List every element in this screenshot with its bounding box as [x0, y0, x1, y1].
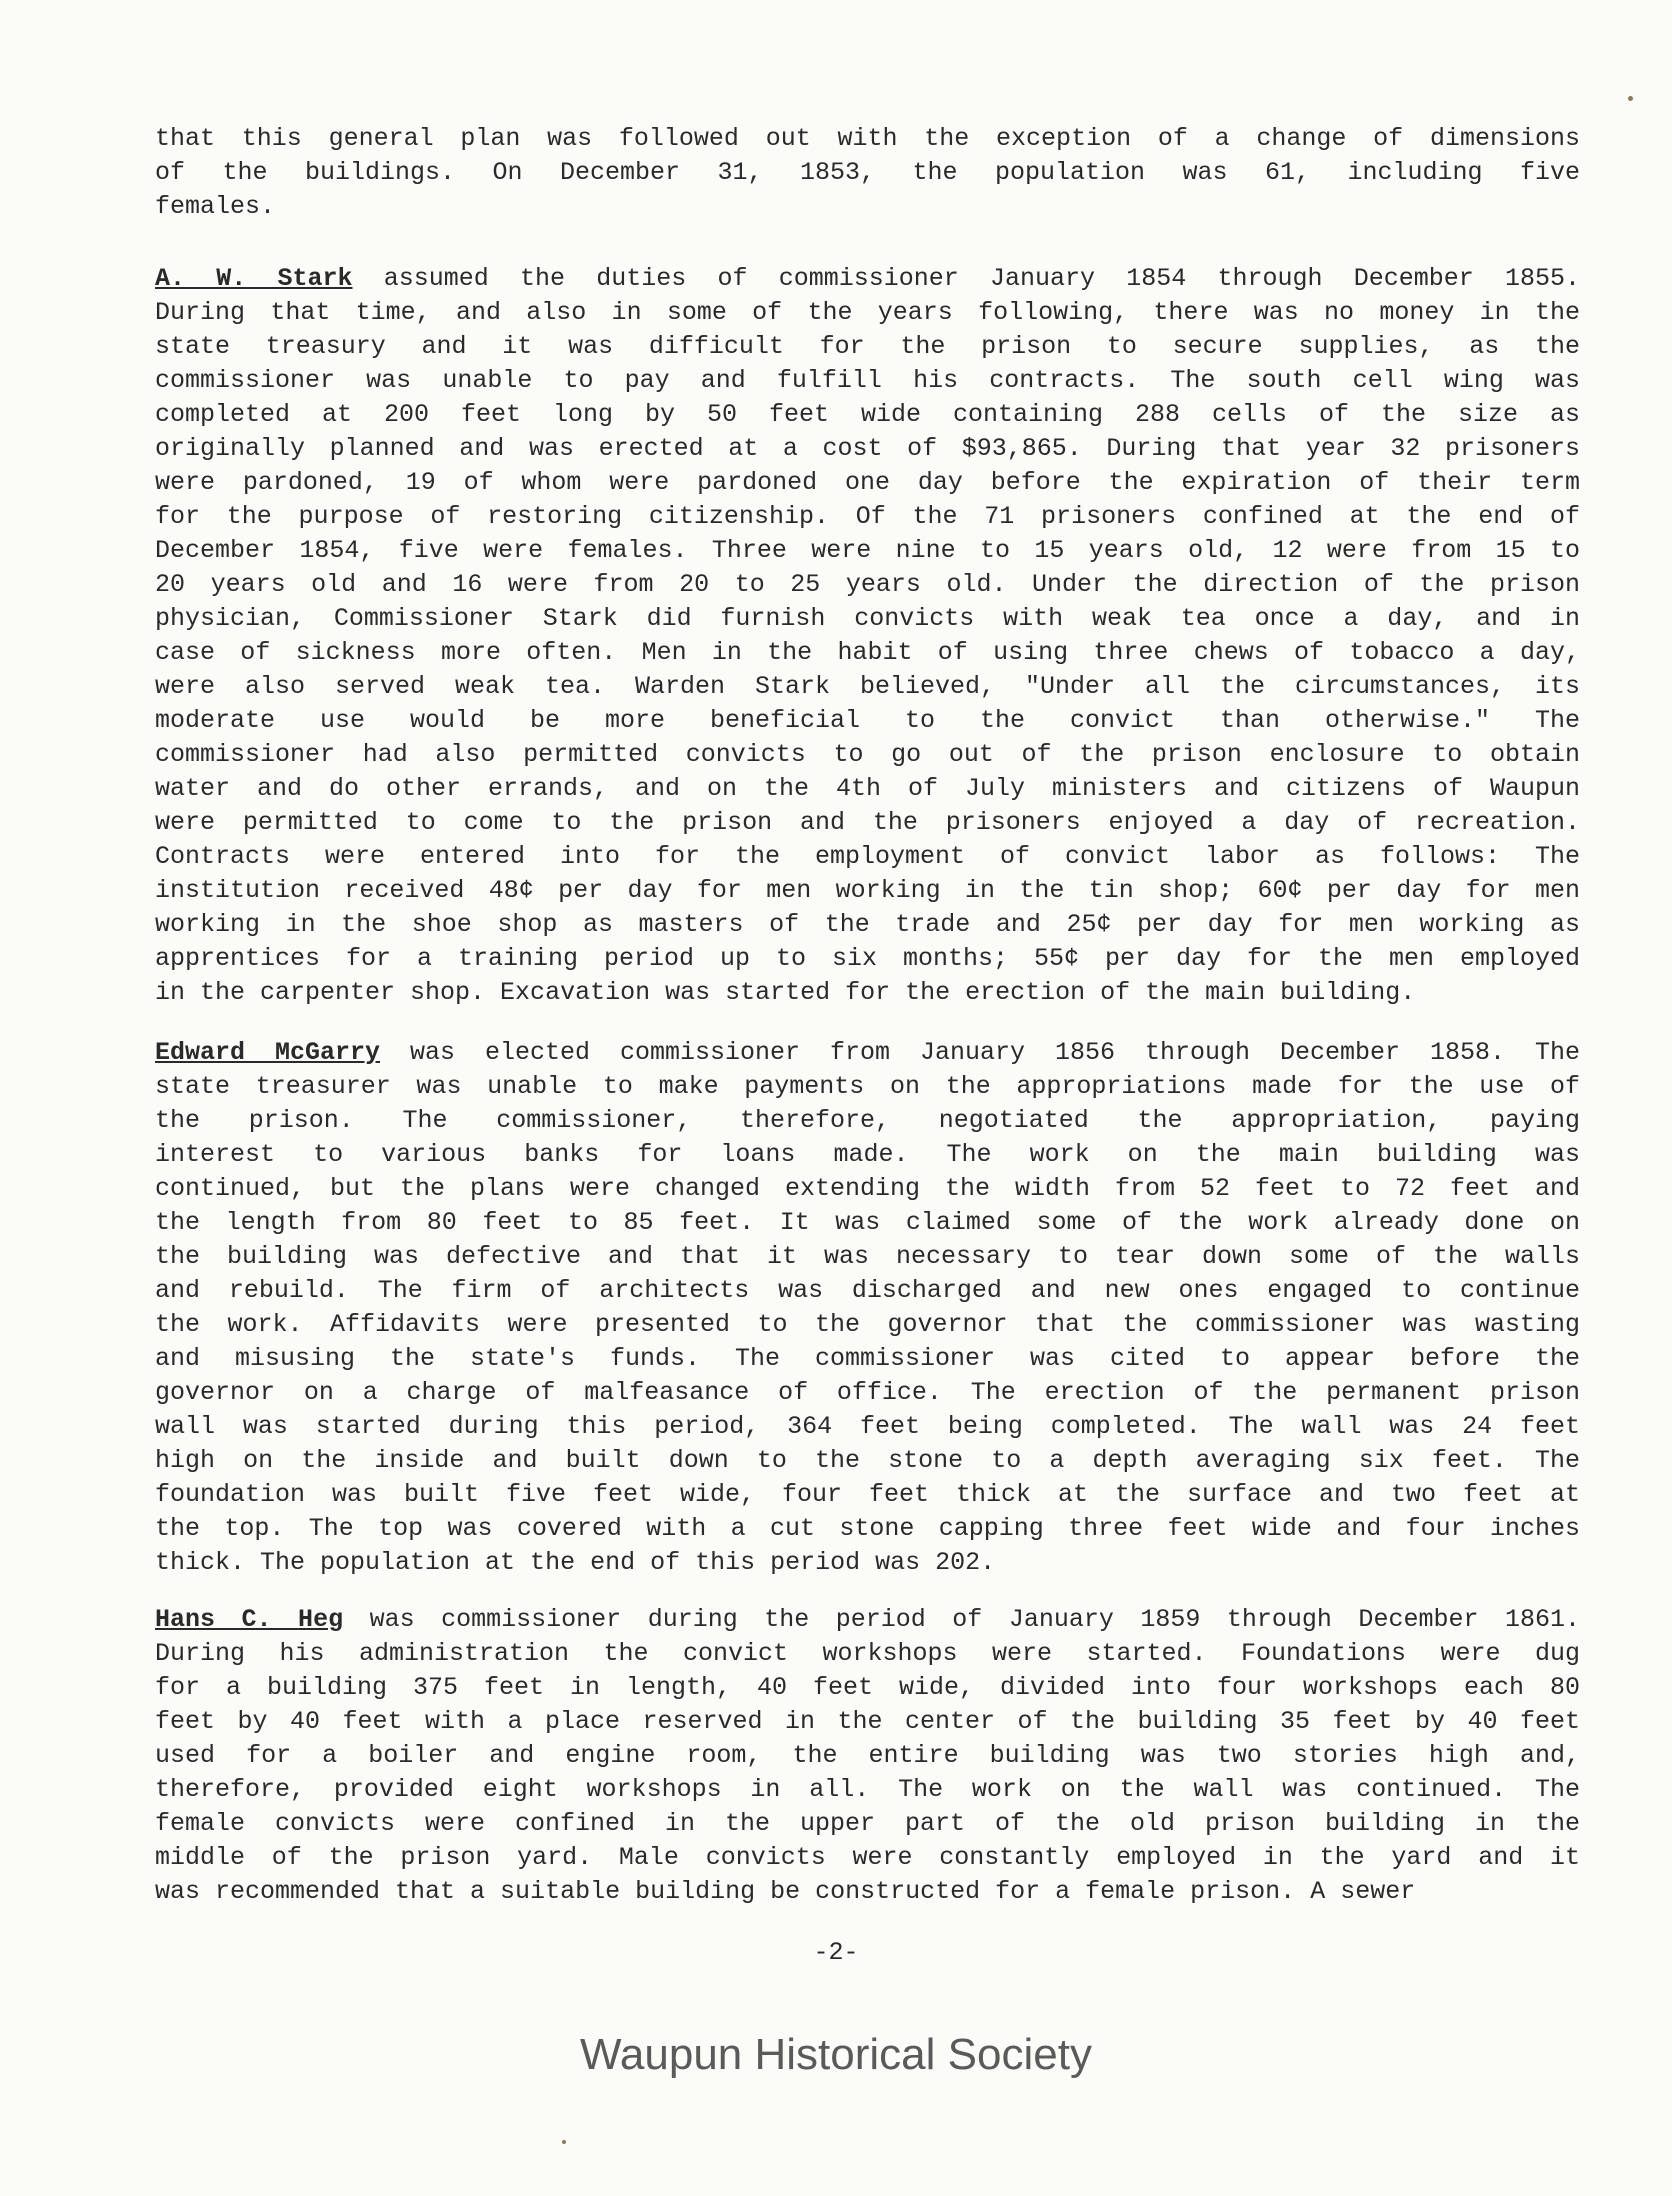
line-text: high on the inside and built down to the stone to a depth averaging six feet. The: [155, 1446, 1580, 1475]
line-text: interest to various banks for loans made. The work on the main building was: [155, 1140, 1580, 1169]
line-text: the prison. The commissioner, therefore, negotiated the appropriation, paying: [155, 1106, 1580, 1135]
text-line: [155, 398, 1580, 432]
text-line: [155, 1172, 1580, 1206]
text-line: [155, 1773, 1580, 1807]
text-line: [155, 1807, 1580, 1841]
line-text: institution received 48¢ per day for men working in the tin shop; 60¢ per day for men: [155, 876, 1580, 905]
text-line: [155, 466, 1580, 500]
watermark: Waupun Historical Society: [580, 2030, 1092, 2079]
text-line: [155, 262, 1580, 296]
line-text: governor on a charge of malfeasance of office. The erection of the permanent prison: [155, 1378, 1580, 1407]
line-text: of the buildings. On December 31, 1853, the population was 61, including five: [155, 158, 1580, 187]
text-line: [155, 1705, 1580, 1739]
line-text: wall was started during this period, 364 feet being completed. The wall was 24 feet: [155, 1412, 1580, 1441]
line-text: therefore, provided eight workshops in all. The work on the wall was continued. The: [155, 1775, 1580, 1804]
text-line: [155, 1342, 1580, 1376]
line-text: for a building 375 feet in length, 40 feet wide, divided into four workshops each 80: [155, 1673, 1580, 1702]
text-line: [155, 1637, 1580, 1671]
line-text: case of sickness more often. Men in the habit of using three chews of tobacco a day,: [155, 638, 1580, 667]
line-text: was recommended that a suitable building be constructed for a female prison. A sewer: [155, 1877, 1416, 1906]
text-line: [155, 156, 1580, 190]
line-text: was elected commissioner from January 1856 through December 1858. The: [410, 1038, 1580, 1067]
paragraph-stark: [155, 262, 1580, 1010]
text-line: [155, 330, 1580, 364]
text-line: [155, 1841, 1580, 1875]
text-line: [155, 908, 1580, 942]
line-text: water and do other errands, and on the 4th of July ministers and citizens of Waupun: [155, 774, 1580, 803]
text-line: [155, 1410, 1580, 1444]
text-line: [155, 432, 1580, 466]
text-line: [155, 1739, 1580, 1773]
line-text: working in the shoe shop as masters of the trade and 25¢ per day for men working as: [155, 910, 1580, 939]
line-text: moderate use would be more beneficial to the convict than otherwise." The: [155, 706, 1580, 735]
line-text: that this general plan was followed out with the exception of a change of dimensions: [155, 124, 1580, 153]
commissioner-name: A. W. Stark: [155, 264, 353, 293]
text-line: [155, 602, 1580, 636]
text-line: [155, 874, 1580, 908]
line-text: state treasurer was unable to make payments on the appropriations made for the use of: [155, 1072, 1580, 1101]
text-line: [155, 738, 1580, 772]
line-text: and misusing the state's funds. The commissioner was cited to appear before the: [155, 1344, 1580, 1373]
paper-speck: [1628, 96, 1633, 101]
text-line: [155, 670, 1580, 704]
text-line: [155, 840, 1580, 874]
line-text: apprentices for a training period up to six months; 55¢ per day for the men employed: [155, 944, 1580, 973]
text-line: [155, 1478, 1580, 1512]
line-text: the top. The top was covered with a cut stone capping three feet wide and four inches: [155, 1514, 1580, 1543]
line-text: foundation was built five feet wide, four feet thick at the surface and two feet at: [155, 1480, 1580, 1509]
paragraph-heg: [155, 1603, 1580, 1909]
text-line: [155, 1671, 1580, 1705]
text-line: [155, 806, 1580, 840]
line-text: completed at 200 feet long by 50 feet wide containing 288 cells of the size as: [155, 400, 1580, 429]
line-text: in the carpenter shop. Excavation was started for the erection of the main building.: [155, 978, 1416, 1007]
text-line: [155, 1036, 1580, 1070]
text-line: [155, 568, 1580, 602]
line-text: Contracts were entered into for the employment of convict labor as follows: The: [155, 842, 1580, 871]
text-line: [155, 190, 1580, 224]
line-text: the length from 80 feet to 85 feet. It was claimed some of the work already done on: [155, 1208, 1580, 1237]
line-text: commissioner had also permitted convicts to go out of the prison enclosure to obtain: [155, 740, 1580, 769]
line-text: During his administration the convict workshops were started. Foundations were dug: [155, 1639, 1580, 1668]
text-line: [155, 1138, 1580, 1172]
line-text: was commissioner during the period of January 1859 through December 1861.: [369, 1605, 1580, 1634]
line-text: feet by 40 feet with a place reserved in the center of the building 35 feet by 40 feet: [155, 1707, 1580, 1736]
line-text: female convicts were confined in the upper part of the old prison building in the: [155, 1809, 1580, 1838]
line-text: physician, Commissioner Stark did furnish convicts with weak tea once a day, and in: [155, 604, 1580, 633]
line-text: continued, but the plans were changed extending the width from 52 feet to 72 feet and: [155, 1174, 1580, 1203]
line-text: the building was defective and that it was necessary to tear down some of the walls: [155, 1242, 1580, 1271]
paragraph-intro: [155, 122, 1580, 224]
commissioner-name: Hans C. Heg: [155, 1605, 344, 1634]
text-line: [155, 1444, 1580, 1478]
text-line: [155, 976, 1580, 1010]
text-line: [155, 1603, 1580, 1637]
text-line: [155, 1875, 1580, 1909]
text-line: [155, 534, 1580, 568]
line-text: were pardoned, 19 of whom were pardoned one day before the expiration of their term: [155, 468, 1580, 497]
page-number: -2-: [813, 1938, 859, 1967]
text-line: [155, 636, 1580, 670]
line-text: commissioner was unable to pay and fulfill his contracts. The south cell wing was: [155, 366, 1580, 395]
text-line: [155, 704, 1580, 738]
line-text: were also served weak tea. Warden Stark believed, "Under all the circumstances, its: [155, 672, 1580, 701]
text-line: [155, 1206, 1580, 1240]
text-line: [155, 364, 1580, 398]
paper-speck: [562, 2140, 566, 2144]
text-line: [155, 1104, 1580, 1138]
text-line: [155, 1376, 1580, 1410]
line-text: were permitted to come to the prison and the prisoners enjoyed a day of recreation.: [155, 808, 1580, 837]
text-line: [155, 1512, 1580, 1546]
text-line: [155, 296, 1580, 330]
line-text: used for a boiler and engine room, the entire building was two stories high and,: [155, 1741, 1580, 1770]
text-line: [155, 500, 1580, 534]
line-text: state treasury and it was difficult for the prison to secure supplies, as the: [155, 332, 1580, 361]
text-line: [155, 1308, 1580, 1342]
text-line: [155, 1546, 1580, 1580]
line-text: During that time, and also in some of the years following, there was no money in the: [155, 298, 1580, 327]
line-text: females.: [155, 192, 276, 221]
line-text: middle of the prison yard. Male convicts were constantly employed in the yard and it: [155, 1843, 1580, 1872]
text-line: [155, 942, 1580, 976]
line-text: December 1854, five were females. Three were nine to 15 years old, 12 were from 15 to: [155, 536, 1580, 565]
line-text: assumed the duties of commissioner January 1854 through December 1855.: [383, 264, 1580, 293]
text-line: [155, 1070, 1580, 1104]
line-text: the work. Affidavits were presented to the governor that the commissioner was wasting: [155, 1310, 1580, 1339]
commissioner-name: Edward McGarry: [155, 1038, 381, 1067]
text-line: [155, 122, 1580, 156]
text-line: [155, 772, 1580, 806]
line-text: 20 years old and 16 were from 20 to 25 years old. Under the direction of the prison: [155, 570, 1580, 599]
text-line: [155, 1240, 1580, 1274]
line-text: for the purpose of restoring citizenship. Of the 71 prisoners confined at the end of: [155, 502, 1580, 531]
paragraph-mcgarry: [155, 1036, 1580, 1580]
text-line: [155, 1274, 1580, 1308]
line-text: and rebuild. The firm of architects was discharged and new ones engaged to continue: [155, 1276, 1580, 1305]
line-text: thick. The population at the end of this period was 202.: [155, 1548, 996, 1577]
line-text: originally planned and was erected at a cost of $93,865. During that year 32 prisoners: [155, 434, 1580, 463]
